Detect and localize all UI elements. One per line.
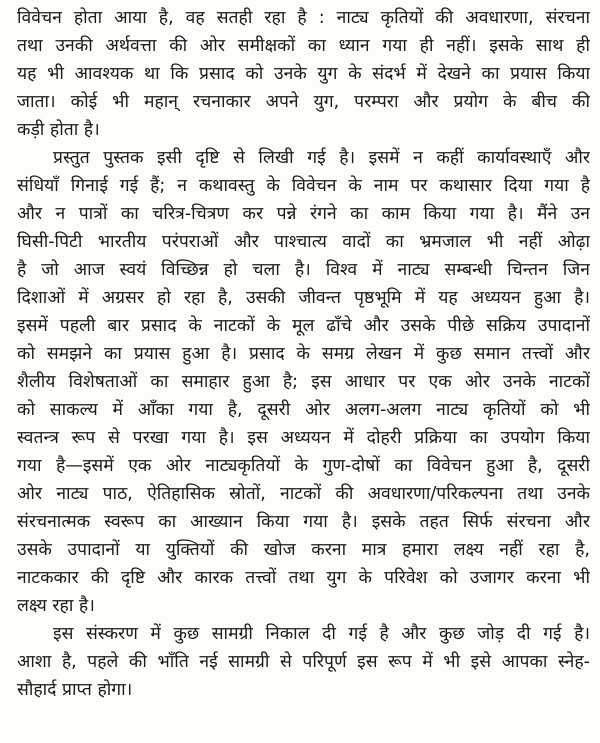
text-line: नाटककार की दृष्टि और कारक तत्त्वों तथा युग के परिवेश को उजागर करना भी: [17, 568, 590, 588]
text-line: शैलीय विशेषताओं का समाहार हुआ है; इस आधार पर एक ओर उनके नाटकों: [17, 372, 590, 392]
text-line: दिशाओं में अग्रसर हो रहा है, उसकी जीवन्त पृष्ठभूमि में यह अध्ययन हुआ है।: [17, 288, 590, 308]
text-line: संधियाँ गिनाई गई हैं; न कथावस्तु के विवेचन के नाम पर कथासार दिया गया है: [17, 176, 590, 196]
text-line: उसके उपादानों या युक्तियों की खोज करना मात्र हमारा लक्ष्य नहीं रहा है,: [17, 540, 590, 560]
text-line: घिसी-पिटी भारतीय परंपराओं और पाश्चात्य वादों का भ्रमजाल भी नहीं ओढ़ा: [17, 232, 590, 252]
text-line: कड़ी होता है।: [17, 120, 100, 140]
text-line: को समझने का प्रयास हुआ है। प्रसाद के समग्र लेखन में कुछ समान तत्त्वों और: [17, 344, 590, 364]
text-line: जाता। कोई भी महान् रचनाकार अपने युग, परम्परा और प्रयोग के बीच की: [17, 92, 590, 112]
text-line: गया है—इसमें एक ओर नाट्यकृतियों के गुण-दोषों का विवेचन हुआ है, दूसरी: [17, 456, 590, 476]
text-line: यह भी आवश्यक था कि प्रसाद को उनके युग के संदर्भ में देखने का प्रयास किया: [17, 64, 590, 84]
text-line: विवेचन होता आया है, वह सतही रहा है : नाट्य कृतियों की अवधारणा, संरचना: [17, 8, 590, 28]
paragraph-3: [17, 620, 590, 704]
paragraph-1: [17, 4, 590, 144]
text-line: ओर नाट्य पाठ, ऐतिहासिक स्रोतों, नाटकों की अवधारणा/परिकल्पना तथा उनके: [17, 484, 590, 504]
text-line: संरचनात्मक स्वरूप का आख्यान किया गया है। इसके तहत सिर्फ संरचना और: [17, 512, 590, 532]
text-line: प्रस्तुत पुस्तक इसी दृष्टि से लिखी गई है। इसमें न कहीं कार्यावस्थाएँ और: [53, 148, 590, 168]
text-line: आशा है, पहले की भाँति नई सामग्री से परिपूर्ण इस रूप में भी इसे आपका स्नेह-: [17, 652, 590, 672]
text-line: तथा उनकी अर्थवत्ता की ओर समीक्षकों का ध्यान गया ही नहीं। इसके साथ ही: [17, 36, 590, 56]
text-line: इसमें पहली बार प्रसाद के नाटकों के मूल ढाँचे और उसके पीछे सक्रिय उपादानों: [17, 316, 590, 336]
text-line: स्वतन्त्र रूप से परखा गया है। इस अध्ययन में दोहरी प्रक्रिया का उपयोग किया: [17, 428, 590, 448]
text-line: सौहार्द प्राप्त होगा।: [17, 680, 133, 700]
text-line: लक्ष्य रहा है।: [17, 596, 95, 616]
text-line: को साकल्य में आँका गया है, दूसरी ओर अलग-अलग नाट्य कृतियों को भी: [17, 400, 590, 420]
text-line: और न पात्रों का चरित्र-चित्रण कर पन्ने रंगने का काम किया गया है। मैंने उन: [17, 204, 590, 224]
body-text: [17, 4, 590, 704]
text-line: है जो आज स्वयं विच्छिन्न हो चला है। विश्व में नाट्य सम्बन्धी चिन्तन जिन: [17, 260, 590, 280]
paragraph-2: [17, 144, 590, 620]
text-line: इस संस्करण में कुछ सामग्री निकाल दी गई है और कुछ जोड़ दी गई है।: [53, 624, 590, 644]
